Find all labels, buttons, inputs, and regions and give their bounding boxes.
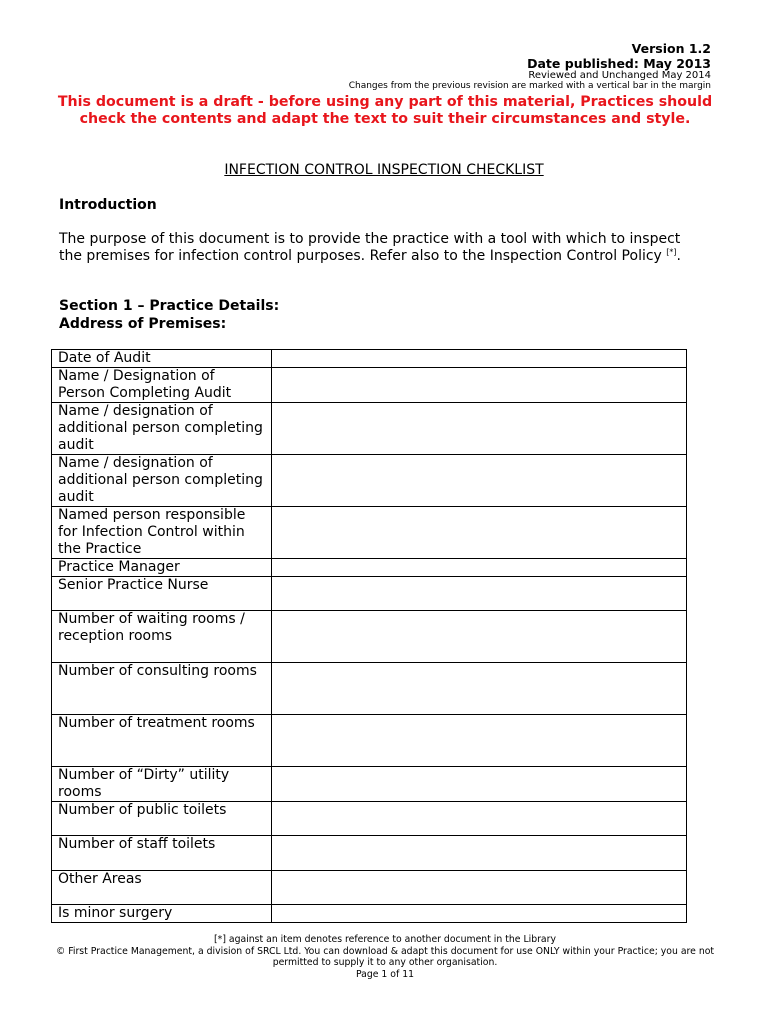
table-row [52,715,687,767]
page-number: Page 1 of 11 [355,969,415,980]
practice-details-table [51,349,687,923]
table-row [52,350,687,368]
table-row [52,611,687,663]
date-published-label: Date published: May 2013 [527,56,711,71]
row-label: Date of Audit [52,350,272,368]
table-row [52,507,687,559]
row-label: Practice Manager [52,559,272,577]
table-row [52,455,687,507]
row-label: Named person responsible for Infection Control within the Practice [52,507,272,559]
row-value-cell[interactable] [272,802,687,836]
footer-copyright: © First Practice Management, a division of SRCL Ltd. You can download & adapt this document for use ONLY within your Practice; you are not permitted to supply it to any other organisation. [55,946,715,968]
draft-notice: This document is a draft - before using any part of this material, Practices should check the contents and adapt the text to suit their circumstances and style. [57,94,713,127]
table-row [52,802,687,836]
changes-note: Changes from the previous revision are marked with a vertical bar in the margin [348,81,711,91]
row-value-cell[interactable] [272,350,687,368]
table-row [52,663,687,715]
table-row [52,905,687,923]
document-title: INFECTION CONTROL INSPECTION CHECKLIST [224,162,544,178]
row-label: Number of public toilets [52,802,272,836]
row-value-cell[interactable] [272,905,687,923]
row-value-cell[interactable] [272,663,687,715]
version-label: Version 1.2 [631,41,711,56]
footer-reference-note: [*] against an item denotes reference to another document in the Library [214,934,556,945]
row-label: Name / designation of additional person completing audit [52,455,272,507]
table-row [52,403,687,455]
row-label: Number of staff toilets [52,836,272,871]
table-row [52,559,687,577]
row-value-cell[interactable] [272,836,687,871]
row-value-cell[interactable] [272,455,687,507]
row-label: Other Areas [52,871,272,905]
address-of-premises-heading: Address of Premises: [59,316,227,332]
table-row [52,767,687,802]
row-value-cell[interactable] [272,368,687,403]
section-1-heading: Section 1 – Practice Details: [59,298,280,314]
table-row [52,836,687,871]
row-value-cell[interactable] [272,611,687,663]
table-row [52,871,687,905]
introduction-end: . [676,248,681,264]
row-label: Number of “Dirty” utility rooms [52,767,272,802]
row-label: Senior Practice Nurse [52,577,272,611]
row-value-cell[interactable] [272,767,687,802]
introduction-heading: Introduction [59,197,157,213]
row-value-cell[interactable] [272,715,687,767]
row-label: Number of consulting rooms [52,663,272,715]
row-value-cell[interactable] [272,507,687,559]
introduction-text [59,231,699,265]
row-value-cell[interactable] [272,577,687,611]
row-value-cell[interactable] [272,871,687,905]
row-label: Name / Designation of Person Completing Audit [52,368,272,403]
row-label: Name / designation of additional person completing audit [52,403,272,455]
introduction-body: The purpose of this document is to provide the practice with a tool with which to inspect the premises for infection control purposes. Refer also to the Inspection Control Policy [59,231,681,264]
row-label: Number of waiting rooms / reception rooms [52,611,272,663]
row-value-cell[interactable] [272,559,687,577]
row-label: Number of treatment rooms [52,715,272,767]
reference-link[interactable]: [*] [666,247,677,257]
table-row [52,577,687,611]
reviewed-label: Reviewed and Unchanged May 2014 [528,70,711,81]
row-label: Is minor surgery [52,905,272,923]
table-row [52,368,687,403]
row-value-cell[interactable] [272,403,687,455]
